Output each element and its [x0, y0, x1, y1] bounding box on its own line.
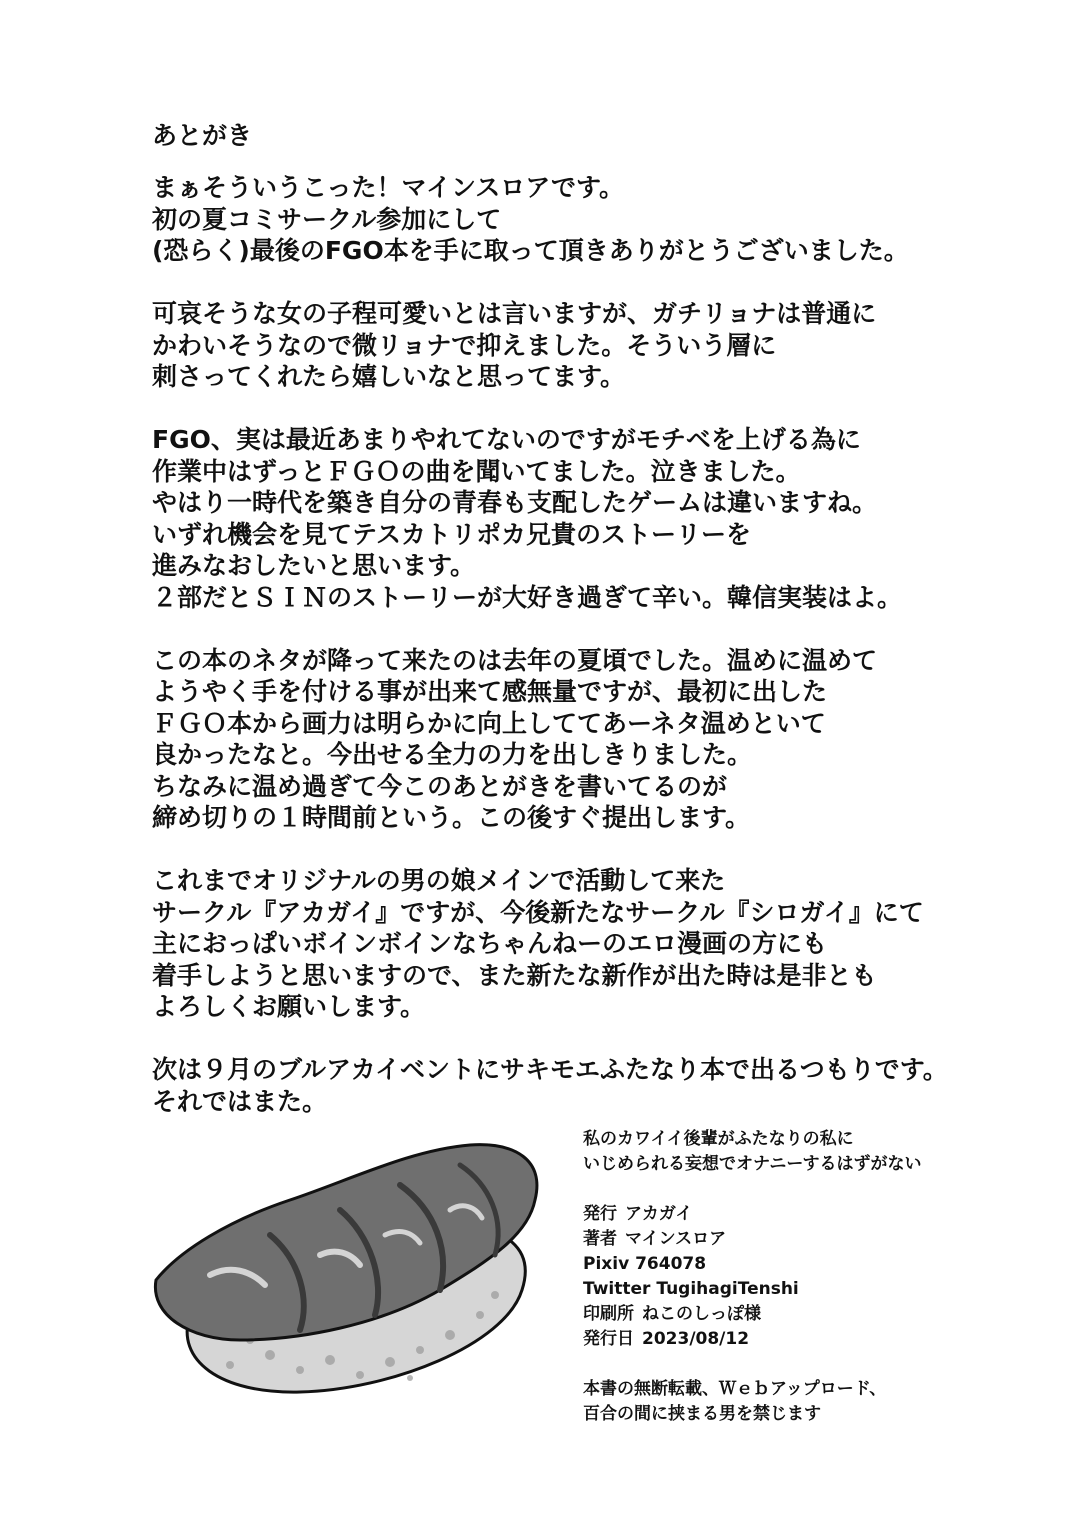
text-line: 良かったなと。今出せる全力の力を出しきりました。	[152, 740, 753, 769]
date-label: 発行日	[583, 1329, 634, 1349]
akagai-sushi-icon	[150, 1140, 550, 1400]
notice-line: 百合の間に挟まる男を禁じます	[583, 1404, 821, 1424]
pixiv-id: Pixiv 764078	[583, 1254, 707, 1274]
text-line: やはり一時代を築き自分の青春も支配したゲームは違いますね。	[152, 488, 878, 517]
text-line: ２部だとＳＩＮのストーリーが大好き過ぎて辛い。韓信実装はよ。	[152, 582, 903, 612]
text-line: かわいそうなので微リョナで抑えました。そういう層に	[152, 330, 777, 360]
afterword-paragraph	[152, 645, 1032, 834]
text-line: (恐らく)最後のFGO本を手に取って頂きありがとうございました。	[152, 236, 909, 265]
text-line: よろしくお願いします。	[152, 992, 426, 1021]
afterword-body	[152, 172, 1032, 1149]
text-line: ＦＧＯ本から画力は明らかに向上しててあーネタ温めといて	[152, 708, 826, 738]
text-line: この本のネタが降って来たのは去年の夏頃でした。温めに温めて	[152, 645, 878, 675]
printer-label: 印刷所	[583, 1304, 634, 1324]
afterword-paragraph	[152, 1054, 1032, 1117]
text-line: FGO、実は最近あまりやれてないのですがモチベを上げる為に	[152, 425, 861, 454]
publication-info	[583, 1202, 1043, 1352]
text-line: ちなみに温め過ぎて今このあとがきを書いてるのが	[152, 771, 728, 801]
author-value: マインスロア	[625, 1229, 727, 1249]
date-row	[583, 1327, 1043, 1352]
text-line: 進みなおしたいと思います。	[152, 551, 476, 580]
afterword-paragraph	[152, 424, 1032, 613]
book-title-line: 私のカワイイ後輩がふたなりの私に	[583, 1129, 854, 1149]
text-line: これまでオリジナルの男の娘メインで活動して来た	[152, 866, 726, 895]
text-line: 次は９月のブルアカイベントにサキモエふたなり本で出るつもりです。	[152, 1055, 948, 1084]
text-line: まぁそういうこった！マインスロアです。	[152, 173, 625, 202]
date-value: 2023/08/12	[642, 1329, 750, 1349]
afterword-paragraph	[152, 298, 1032, 393]
publisher-label: 発行	[583, 1204, 617, 1224]
afterword-paragraph	[152, 865, 1032, 1023]
text-line: ようやく手を付ける事が出来て感無量ですが、最初に出した	[152, 677, 828, 706]
text-line: 刺さってくれたら嬉しいなと思ってます。	[152, 362, 626, 391]
printer-row	[583, 1302, 1043, 1327]
text-line: 着手しようと思いますので、また新たな新作が出た時は是非とも	[152, 960, 877, 990]
author-label: 著者	[583, 1229, 617, 1249]
afterword-paragraph	[152, 172, 1032, 267]
sushi-illustration	[150, 1140, 550, 1400]
publisher-row	[583, 1202, 1043, 1227]
printer-value: ねこのしっぽ様	[642, 1304, 761, 1324]
text-line: 締め切りの１時間前という。この後すぐ提出します。	[152, 803, 751, 832]
text-line: 可哀そうな女の子程可愛いとは言いますが、ガチリョナは普通に	[152, 299, 877, 328]
text-line: サークル『アカガイ』ですが、今後新たなサークル『シロガイ』にて	[152, 897, 924, 927]
publisher-value: アカガイ	[625, 1204, 693, 1224]
notice-line: 本書の無断転載、Ｗｅｂアップロード、	[583, 1379, 887, 1399]
text-line: 初の夏コミサークル参加にして	[152, 204, 502, 234]
author-row	[583, 1227, 1043, 1252]
text-line: 主におっぱいボインボインなちゃんねーのエロ漫画の方にも	[152, 929, 828, 958]
book-title-line: いじめられる妄想でオナニーするはずがない	[583, 1154, 922, 1174]
twitter-handle: Twitter TugihagiTenshi	[583, 1279, 799, 1299]
afterword-heading: あとがき	[152, 121, 253, 150]
text-line: 作業中はずっとＦＧＯの曲を聞いてました。泣きました。	[152, 456, 801, 486]
text-line: いずれ機会を見てテスカトリポカ兄貴のストーリーを	[152, 519, 752, 549]
copyright-notice	[583, 1377, 1043, 1427]
book-title	[583, 1127, 1043, 1177]
colophon	[583, 1127, 1043, 1427]
text-line: それではまた。	[152, 1086, 328, 1116]
